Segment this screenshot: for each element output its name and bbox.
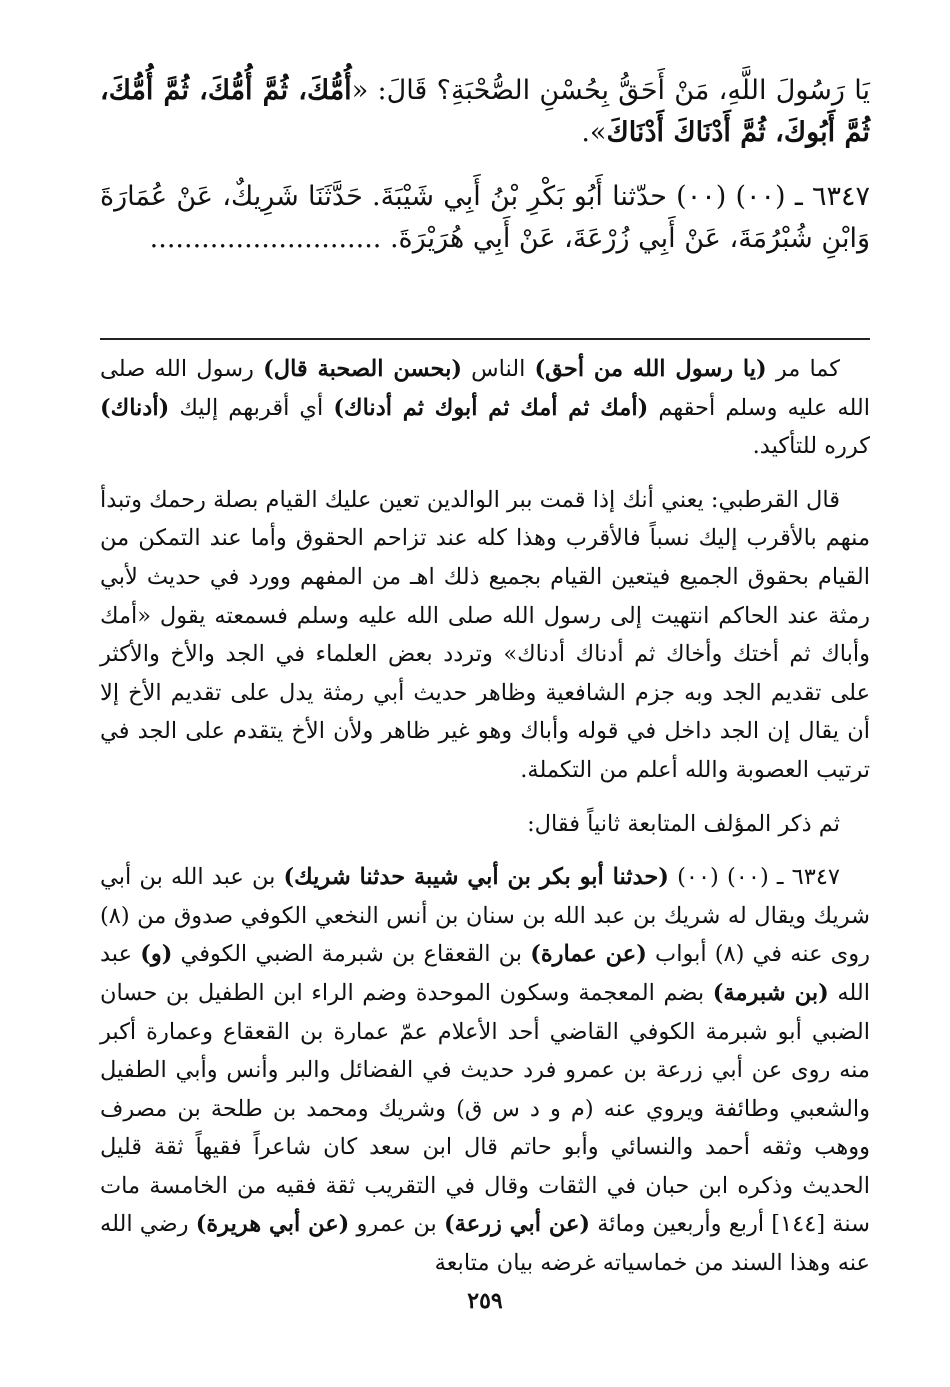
bold-segment: (يا رسول الله من أحق): [534, 356, 767, 382]
bold-segment: (و): [140, 941, 173, 968]
commentary-paragraph-4: [100, 858, 870, 1283]
text-segment: الناس: [461, 356, 535, 382]
commentary-paragraph-3: ثم ذكر المؤلف المتابعة ثانياً فقال:: [527, 810, 840, 837]
text-segment: ٦٣٤٧ ـ (٠٠) (٠٠): [668, 864, 840, 891]
bold-segment: (عن عمارة): [530, 941, 647, 968]
text-segment: بضم المعجمة وسكون الموحدة وضم الراء ابن الطفيل بن حسان الضبي أبو شبرمة الكوفي القاضي أحد الأعلام عمّ عمارة بن القعقاع وعمارة أكبر منه روى عن أبي زرعة بن عمرو فرد حديث في الفضائل والبر وأنس وأبي الطفيل والشعبي وطائفة ويروي عنه (م و د س ق) وشريك ومحمد بن طلحة بن مصرف ووهب وثقه أحمد والنسائي وأبو حاتم قال ابن سعد كان شاعراً فقيهاً ثقة قليل الحديث وذكره ابن حبان في الثقات وقال في التقريب ثقة فقيه من الخامسة مات سنة [١٤٤] أربع وأربعين ومائة: [100, 979, 870, 1238]
bold-segment: (بن شبرمة): [712, 979, 829, 1006]
text-segment: رسول الله صلى الله عليه وسلم أحقهم: [100, 356, 871, 421]
page-number: ٢٥٩: [467, 1288, 503, 1314]
bold-segment: (أدناك): [100, 394, 170, 421]
hadith-line-1-end: ».: [581, 117, 607, 148]
hadith-line-1: [100, 70, 870, 154]
bold-segment: (عن أبي هريرة): [195, 1211, 350, 1238]
bold-segment: (عن أبي زرعة): [443, 1211, 591, 1238]
text-segment: أي أقربهم إليك: [169, 394, 334, 421]
text-segment: عبد الله: [100, 941, 870, 1006]
text-segment: بن عمرو: [349, 1211, 444, 1238]
text-segment: رضي الله عنه وهذا السند من خماسياته غرضه بيان متابعة: [100, 1211, 870, 1277]
commentary-block: [100, 350, 870, 1283]
text-segment: بن القعقاع بن شبرمة الضبي الكوفي: [172, 941, 531, 968]
footnote-divider: [100, 338, 870, 340]
hadith-line-1-text: يَا رَسُولَ اللَّهِ، مَنْ أَحَقُّ بِحُسْنِ الصُّحْبَةِ؟ قَالَ: «: [351, 75, 870, 106]
text-segment: بن عبد الله بن أبي شريك ويقال له شريك بن عبد الله بن سنان بن أنس النخعي الكوفي صدوق من (٨) روى عنه في (٨) أبواب: [100, 864, 870, 968]
hadith-text-block: [100, 70, 870, 260]
commentary-paragraph-2: قال القرطبي: يعني أنك إذا قمت ببر الوالدين تعين عليك القيام بصلة رحمك وتبدأ منهم بالأقرب إليك نسباً فالأقرب وهذا كله عند تزاحم الحقوق وأما عند التمكن من القيام بحقوق الجميع فيتعين القيام بجميع ذلك اهـ من المفهم وورد في حديث لأبي رمثة عند الحاكم انتهيت إلى رسول الله صلى الله عليه وسلم فسمعته يقول «أمك وأباك ثم أختك وأخاك ثم أدناك أدناك» وتردد بعض العلماء في الجد والأخ والأكثر على تقديم الجد وبه جزم الشافعية وظاهر حديث أبي رمثة يدل على تقديم الأخ إلا أن يقال إن الجد داخل في قوله وأباك وهو غير ظاهر ولأن الأخ يتقدم على الجد في ترتيب العصوبة والله أعلم من التكملة.: [100, 486, 870, 783]
hadith-line-1-bold: أُمُّكَ، ثُمَّ أُمُّكَ، ثُمَّ أُمُّكَ، ثُمَّ أَبُوكَ، ثُمَّ أَدْنَاكَ أَدْنَاكَ: [100, 75, 870, 148]
bold-segment: (بحسن الصحبة قال): [263, 356, 462, 382]
bold-segment: (حدثنا أبو بكر بن أبي شيبة حدثنا شريك): [283, 864, 669, 891]
text-segment: كما مر: [766, 356, 841, 382]
commentary-paragraph-1: [100, 350, 870, 466]
hadith-line-2: ٦٣٤٧ ـ (٠٠) (٠٠) حدّثنا أَبُو بَكْرِ بْنُ أَبِي شَيْبَةَ. حَدَّثَنَا شَرِيكٌ، عَنْ عُمَارَةَ وَابْنِ شُبْرُمَةَ، عَنْ أَبِي زُرْعَةَ، عَنْ أَبِي هُرَيْرَةَ. ...........................: [100, 181, 871, 254]
text-segment: كرره للتأكيد.: [752, 433, 870, 460]
book-page: [100, 0, 870, 1387]
bold-segment: (أمك ثم أمك ثم أبوك ثم أدناك): [333, 394, 649, 421]
